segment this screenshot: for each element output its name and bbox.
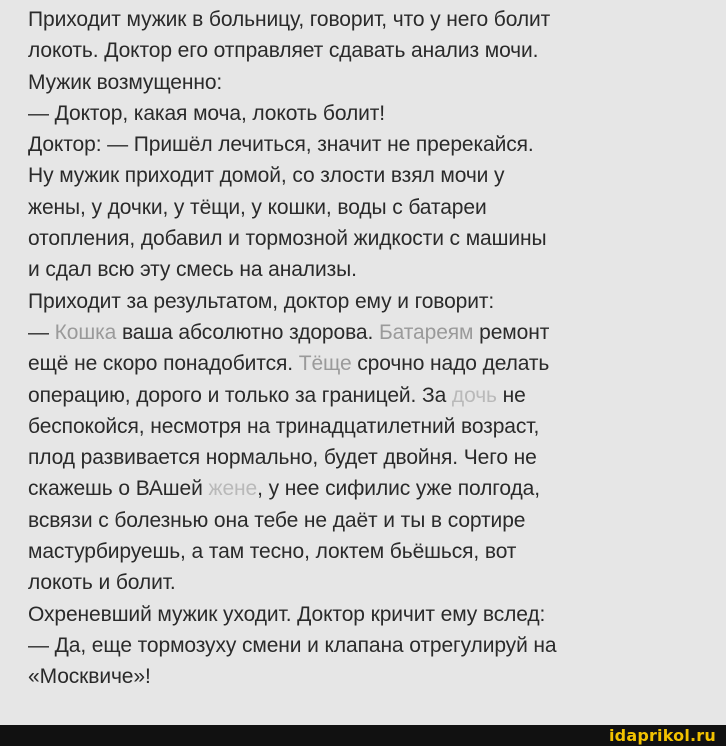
story-line-16 <box>28 473 718 504</box>
text-fragment: ваша абсолютно здорова. <box>116 320 379 344</box>
faded-word-batteries: Батареям <box>378 320 474 344</box>
text-fragment: операцию, дорого и только за границей. За <box>28 383 452 407</box>
story-line-9: и сдал всю эту смесь на анализы. <box>28 258 357 282</box>
story-line-7: жены, у дочки, у тёщи, у кошки, воды с батареи <box>28 195 487 219</box>
story-line-15: плод развивается нормально, будет двойня. Чего не <box>28 446 537 470</box>
footer-bar <box>0 725 726 746</box>
text-fragment: — <box>28 320 55 344</box>
story-line-20: Охреневший мужик уходит. Доктор кричит ему вслед: <box>28 602 546 626</box>
faded-word-cat: Кошка <box>54 320 117 344</box>
story-line-1: Приходит мужик в больницу, говорит, что у него болит <box>28 8 551 31</box>
story-line-8: отопления, добавил и тормозной жидкости с машины <box>28 227 547 251</box>
story-line-14: беспокойся, несмотря на тринадцатилетний возраст, <box>28 414 540 438</box>
story-line-18: мастурбируешь, а там тесно, локтем бьёшься, вот <box>28 540 517 564</box>
story-line-13 <box>28 380 718 411</box>
story-line-6: Ну мужик приходит домой, со злости взял мочи у <box>28 164 505 188</box>
story-line-2: локоть. Доктор его отправляет сдавать анализ мочи. <box>28 39 539 63</box>
text-fragment: скажешь о ВАшей <box>28 477 209 501</box>
story-line-22: «Москвиче»! <box>28 665 151 689</box>
faded-word-mother-in-law: Тёще <box>298 352 352 376</box>
story-line-21: — Да, еще тормозуху смени и клапана отрегулируй на <box>28 633 557 657</box>
faded-word-daughter: дочь <box>451 383 497 407</box>
story-line-4: — Доктор, какая моча, локоть болит! <box>28 101 385 125</box>
story-line-17: всвязи с болезнью она тебе не даёт и ты в сортире <box>28 508 526 532</box>
faded-word-wife: жене <box>208 477 258 501</box>
text-fragment: срочно надо делать <box>351 352 550 376</box>
story-line-5: Доктор: — Пришёл лечиться, значит не пререкайся. <box>28 133 534 157</box>
story-line-11 <box>28 317 718 348</box>
story-line-10: Приходит за результатом, доктор ему и говорит: <box>28 289 495 313</box>
text-fragment: ремонт <box>473 320 550 344</box>
text-fragment: не <box>496 383 526 407</box>
text-fragment: ещё не скоро понадобится. <box>28 352 299 376</box>
story-line-19: локоть и болит. <box>28 571 176 595</box>
text-fragment: , у нее сифилис уже полгода, <box>257 477 540 501</box>
site-watermark: idaprikol.ru <box>608 726 716 745</box>
joke-story <box>28 4 718 693</box>
story-line-12 <box>28 348 718 379</box>
story-line-3: Мужик возмущенно: <box>28 70 223 94</box>
